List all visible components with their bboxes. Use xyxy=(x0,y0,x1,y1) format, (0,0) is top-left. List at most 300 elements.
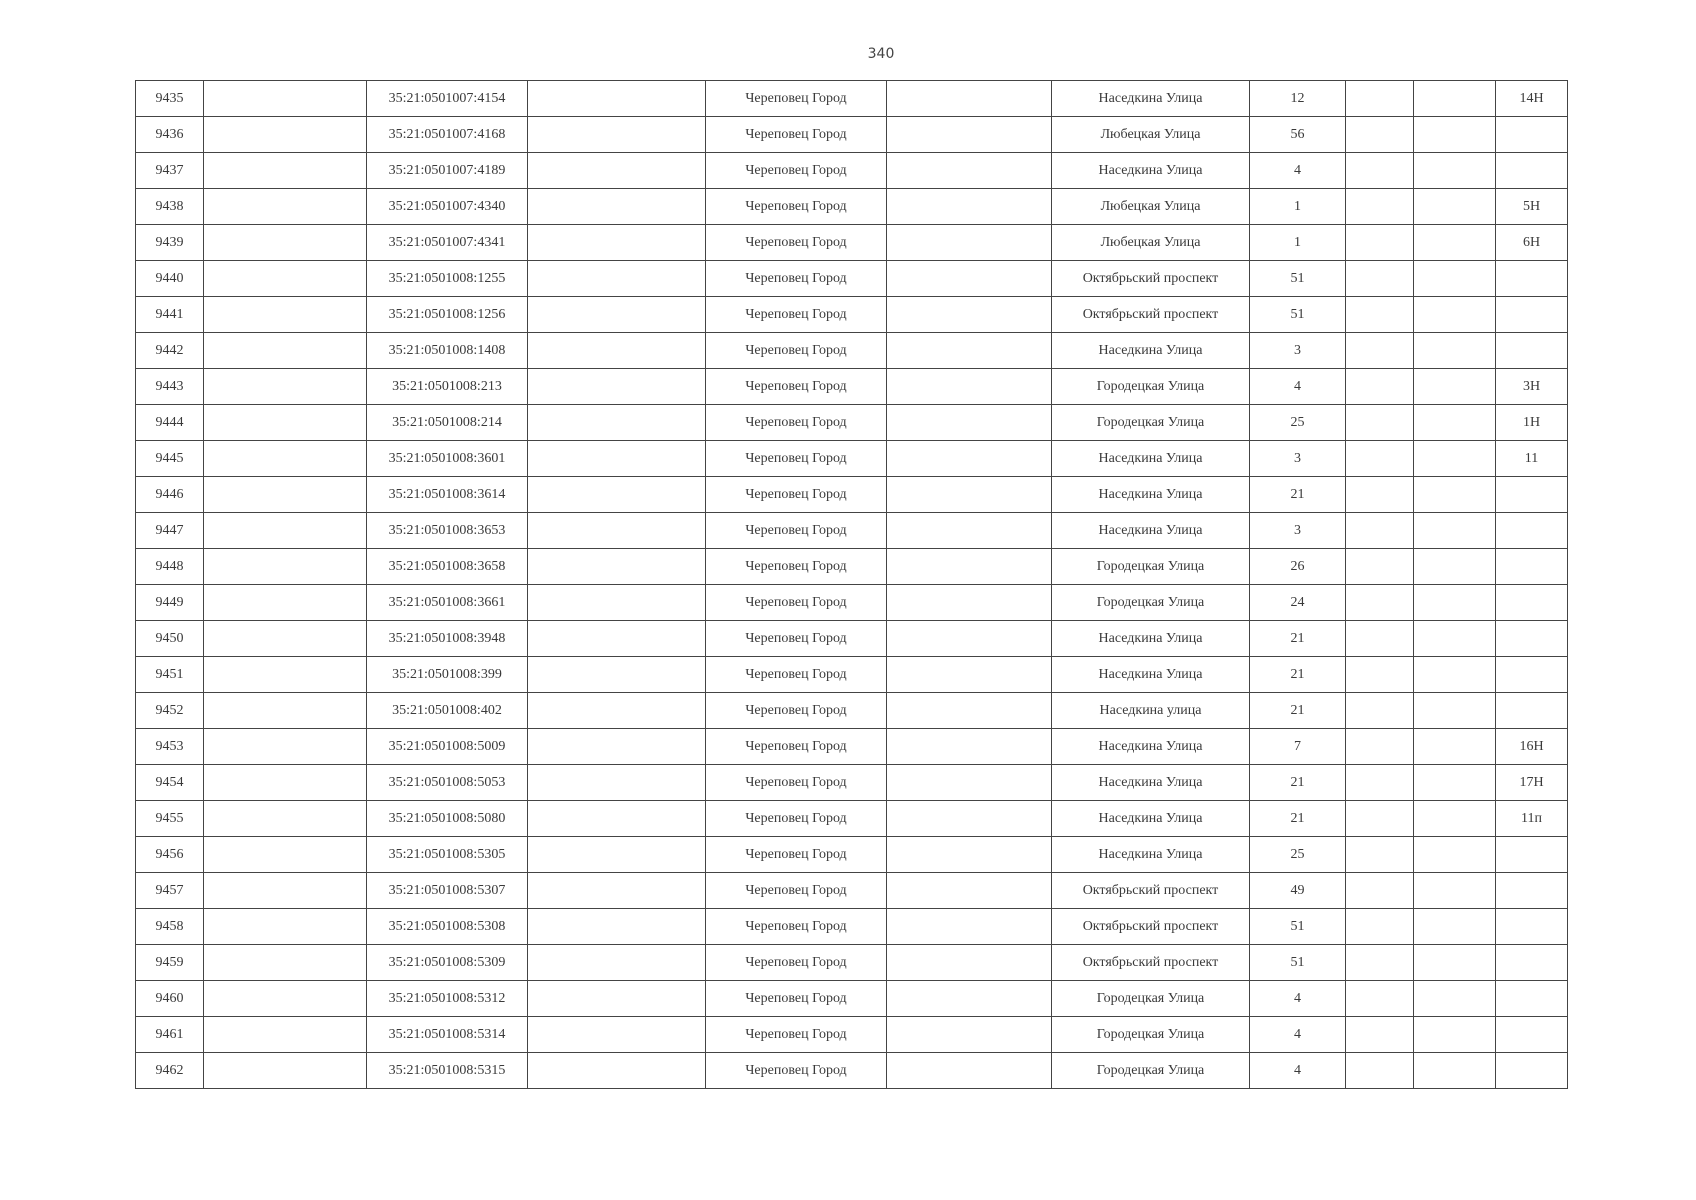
cell-row-number: 9459 xyxy=(136,945,204,981)
cell-blank-5 xyxy=(1414,693,1496,729)
table-row xyxy=(136,549,1568,585)
cell-locality: Череповец Город xyxy=(706,261,887,297)
cell-street: Городецкая Улица xyxy=(1052,549,1250,585)
cell-premises xyxy=(1496,1053,1568,1089)
table-row xyxy=(136,765,1568,801)
cell-premises xyxy=(1496,693,1568,729)
cell-blank-3 xyxy=(887,117,1052,153)
cell-blank-5 xyxy=(1414,981,1496,1017)
cell-house-number: 1 xyxy=(1250,189,1346,225)
cell-blank-4 xyxy=(1346,225,1414,261)
table-row xyxy=(136,225,1568,261)
cell-blank-3 xyxy=(887,693,1052,729)
cell-cadastral-number: 35:21:0501008:5305 xyxy=(367,837,528,873)
cell-blank-4 xyxy=(1346,621,1414,657)
cell-street: Октябрьский проспект xyxy=(1052,945,1250,981)
cell-blank-1 xyxy=(204,297,367,333)
cell-premises xyxy=(1496,117,1568,153)
cell-premises xyxy=(1496,657,1568,693)
table-row xyxy=(136,369,1568,405)
cell-blank-4 xyxy=(1346,585,1414,621)
cell-blank-4 xyxy=(1346,297,1414,333)
cell-row-number: 9460 xyxy=(136,981,204,1017)
cell-blank-4 xyxy=(1346,909,1414,945)
cell-blank-1 xyxy=(204,81,367,117)
cell-cadastral-number: 35:21:0501008:214 xyxy=(367,405,528,441)
cell-row-number: 9438 xyxy=(136,189,204,225)
cell-cadastral-number: 35:21:0501008:5307 xyxy=(367,873,528,909)
cell-house-number: 21 xyxy=(1250,477,1346,513)
cell-house-number: 7 xyxy=(1250,729,1346,765)
cell-cadastral-number: 35:21:0501008:3601 xyxy=(367,441,528,477)
cell-street: Городецкая Улица xyxy=(1052,405,1250,441)
cell-locality: Череповец Город xyxy=(706,837,887,873)
cell-cadastral-number: 35:21:0501008:5309 xyxy=(367,945,528,981)
cell-house-number: 4 xyxy=(1250,369,1346,405)
cell-blank-1 xyxy=(204,837,367,873)
cell-premises xyxy=(1496,621,1568,657)
cell-blank-4 xyxy=(1346,441,1414,477)
cell-row-number: 9462 xyxy=(136,1053,204,1089)
cell-blank-3 xyxy=(887,1053,1052,1089)
cell-blank-3 xyxy=(887,801,1052,837)
cell-blank-1 xyxy=(204,945,367,981)
cell-blank-1 xyxy=(204,153,367,189)
cell-street: Наседкина Улица xyxy=(1052,801,1250,837)
table-row xyxy=(136,1053,1568,1089)
cell-premises: 11 xyxy=(1496,441,1568,477)
cell-blank-3 xyxy=(887,981,1052,1017)
cell-cadastral-number: 35:21:0501008:5315 xyxy=(367,1053,528,1089)
cell-premises: 1Н xyxy=(1496,405,1568,441)
cell-cadastral-number: 35:21:0501008:1255 xyxy=(367,261,528,297)
cell-street: Наседкина улица xyxy=(1052,693,1250,729)
cell-row-number: 9450 xyxy=(136,621,204,657)
cell-blank-1 xyxy=(204,1017,367,1053)
table-row xyxy=(136,621,1568,657)
cell-blank-1 xyxy=(204,981,367,1017)
table-row xyxy=(136,477,1568,513)
cell-blank-2 xyxy=(528,549,706,585)
cell-blank-2 xyxy=(528,981,706,1017)
table-row xyxy=(136,981,1568,1017)
cell-blank-1 xyxy=(204,693,367,729)
cell-locality: Череповец Город xyxy=(706,513,887,549)
cell-blank-5 xyxy=(1414,621,1496,657)
cell-street: Наседкина Улица xyxy=(1052,729,1250,765)
cell-row-number: 9446 xyxy=(136,477,204,513)
cell-locality: Череповец Город xyxy=(706,765,887,801)
cell-row-number: 9443 xyxy=(136,369,204,405)
cell-blank-4 xyxy=(1346,837,1414,873)
cell-blank-5 xyxy=(1414,405,1496,441)
cell-locality: Череповец Город xyxy=(706,945,887,981)
cell-premises: 6Н xyxy=(1496,225,1568,261)
table-row xyxy=(136,945,1568,981)
cell-blank-5 xyxy=(1414,261,1496,297)
cell-street: Наседкина Улица xyxy=(1052,657,1250,693)
cell-blank-4 xyxy=(1346,549,1414,585)
cell-house-number: 26 xyxy=(1250,549,1346,585)
cell-locality: Череповец Город xyxy=(706,693,887,729)
cell-blank-4 xyxy=(1346,693,1414,729)
table-row xyxy=(136,909,1568,945)
cell-house-number: 4 xyxy=(1250,153,1346,189)
cell-street: Наседкина Улица xyxy=(1052,765,1250,801)
cell-blank-4 xyxy=(1346,981,1414,1017)
cell-street: Октябрьский проспект xyxy=(1052,261,1250,297)
table-row xyxy=(136,117,1568,153)
cell-row-number: 9452 xyxy=(136,693,204,729)
cell-blank-5 xyxy=(1414,441,1496,477)
cell-blank-2 xyxy=(528,765,706,801)
cell-locality: Череповец Город xyxy=(706,549,887,585)
cell-cadastral-number: 35:21:0501008:213 xyxy=(367,369,528,405)
cell-house-number: 51 xyxy=(1250,945,1346,981)
cell-blank-1 xyxy=(204,657,367,693)
cell-blank-5 xyxy=(1414,1053,1496,1089)
cell-blank-4 xyxy=(1346,873,1414,909)
table-row xyxy=(136,693,1568,729)
cell-locality: Череповец Город xyxy=(706,369,887,405)
cell-premises xyxy=(1496,981,1568,1017)
cell-blank-3 xyxy=(887,189,1052,225)
cell-row-number: 9439 xyxy=(136,225,204,261)
cell-premises xyxy=(1496,261,1568,297)
cell-blank-1 xyxy=(204,369,367,405)
cell-blank-5 xyxy=(1414,765,1496,801)
cell-blank-2 xyxy=(528,945,706,981)
table-row xyxy=(136,873,1568,909)
cell-cadastral-number: 35:21:0501008:1256 xyxy=(367,297,528,333)
cell-blank-1 xyxy=(204,585,367,621)
cell-blank-4 xyxy=(1346,513,1414,549)
table-row xyxy=(136,513,1568,549)
cell-blank-2 xyxy=(528,909,706,945)
cell-blank-3 xyxy=(887,405,1052,441)
cell-blank-5 xyxy=(1414,189,1496,225)
cell-blank-2 xyxy=(528,369,706,405)
cell-cadastral-number: 35:21:0501007:4341 xyxy=(367,225,528,261)
cell-premises xyxy=(1496,153,1568,189)
cell-premises: 5Н xyxy=(1496,189,1568,225)
cell-locality: Череповец Город xyxy=(706,225,887,261)
cell-street: Городецкая Улица xyxy=(1052,585,1250,621)
cell-blank-3 xyxy=(887,261,1052,297)
cell-blank-2 xyxy=(528,513,706,549)
cell-blank-4 xyxy=(1346,153,1414,189)
cell-blank-5 xyxy=(1414,81,1496,117)
cell-blank-1 xyxy=(204,549,367,585)
table-row xyxy=(136,585,1568,621)
cell-blank-3 xyxy=(887,297,1052,333)
cell-blank-3 xyxy=(887,477,1052,513)
cell-house-number: 4 xyxy=(1250,1053,1346,1089)
cell-blank-5 xyxy=(1414,657,1496,693)
cell-premises: 11п xyxy=(1496,801,1568,837)
table-row xyxy=(136,261,1568,297)
cell-street: Любецкая Улица xyxy=(1052,189,1250,225)
cell-house-number: 51 xyxy=(1250,261,1346,297)
cell-blank-2 xyxy=(528,801,706,837)
cell-street: Октябрьский проспект xyxy=(1052,297,1250,333)
cell-premises xyxy=(1496,945,1568,981)
cell-house-number: 21 xyxy=(1250,621,1346,657)
cell-blank-3 xyxy=(887,1017,1052,1053)
cell-premises xyxy=(1496,513,1568,549)
cell-blank-3 xyxy=(887,225,1052,261)
cell-blank-5 xyxy=(1414,1017,1496,1053)
cell-blank-2 xyxy=(528,261,706,297)
cell-blank-4 xyxy=(1346,405,1414,441)
cell-blank-4 xyxy=(1346,189,1414,225)
cell-locality: Череповец Город xyxy=(706,81,887,117)
cell-blank-3 xyxy=(887,333,1052,369)
cell-blank-2 xyxy=(528,297,706,333)
cell-locality: Череповец Город xyxy=(706,873,887,909)
cell-row-number: 9448 xyxy=(136,549,204,585)
registry-table xyxy=(135,80,1568,1089)
table-row xyxy=(136,801,1568,837)
cell-blank-1 xyxy=(204,873,367,909)
cell-cadastral-number: 35:21:0501008:3658 xyxy=(367,549,528,585)
cell-blank-3 xyxy=(887,513,1052,549)
cell-blank-5 xyxy=(1414,909,1496,945)
cell-cadastral-number: 35:21:0501008:3661 xyxy=(367,585,528,621)
cell-house-number: 51 xyxy=(1250,297,1346,333)
cell-blank-5 xyxy=(1414,837,1496,873)
table-row xyxy=(136,837,1568,873)
cell-blank-1 xyxy=(204,405,367,441)
cell-blank-3 xyxy=(887,765,1052,801)
cell-blank-1 xyxy=(204,261,367,297)
cell-blank-2 xyxy=(528,837,706,873)
cell-house-number: 3 xyxy=(1250,441,1346,477)
cell-blank-3 xyxy=(887,153,1052,189)
cell-blank-2 xyxy=(528,333,706,369)
cell-blank-5 xyxy=(1414,153,1496,189)
cell-cadastral-number: 35:21:0501008:402 xyxy=(367,693,528,729)
cell-cadastral-number: 35:21:0501007:4189 xyxy=(367,153,528,189)
cell-blank-5 xyxy=(1414,333,1496,369)
cell-premises xyxy=(1496,837,1568,873)
cell-blank-3 xyxy=(887,837,1052,873)
cell-blank-3 xyxy=(887,873,1052,909)
cell-row-number: 9436 xyxy=(136,117,204,153)
cell-premises xyxy=(1496,297,1568,333)
table-row xyxy=(136,153,1568,189)
table-row xyxy=(136,657,1568,693)
cell-street: Городецкая Улица xyxy=(1052,1053,1250,1089)
cell-cadastral-number: 35:21:0501008:3948 xyxy=(367,621,528,657)
table-row xyxy=(136,297,1568,333)
cell-blank-5 xyxy=(1414,801,1496,837)
cell-house-number: 4 xyxy=(1250,981,1346,1017)
cell-blank-5 xyxy=(1414,297,1496,333)
cell-locality: Череповец Город xyxy=(706,153,887,189)
page-number: 340 xyxy=(867,46,895,62)
cell-house-number: 24 xyxy=(1250,585,1346,621)
cell-blank-2 xyxy=(528,621,706,657)
cell-blank-5 xyxy=(1414,729,1496,765)
cell-blank-5 xyxy=(1414,513,1496,549)
cell-blank-5 xyxy=(1414,873,1496,909)
cell-blank-1 xyxy=(204,765,367,801)
cell-blank-4 xyxy=(1346,945,1414,981)
cell-cadastral-number: 35:21:0501008:1408 xyxy=(367,333,528,369)
cell-house-number: 12 xyxy=(1250,81,1346,117)
cell-locality: Череповец Город xyxy=(706,801,887,837)
cell-row-number: 9435 xyxy=(136,81,204,117)
cell-house-number: 21 xyxy=(1250,801,1346,837)
cell-blank-1 xyxy=(204,909,367,945)
cell-locality: Череповец Город xyxy=(706,117,887,153)
cell-street: Наседкина Улица xyxy=(1052,837,1250,873)
cell-house-number: 49 xyxy=(1250,873,1346,909)
cell-blank-4 xyxy=(1346,369,1414,405)
table-row xyxy=(136,405,1568,441)
cell-cadastral-number: 35:21:0501008:5080 xyxy=(367,801,528,837)
cell-blank-1 xyxy=(204,117,367,153)
cell-street: Наседкина Улица xyxy=(1052,513,1250,549)
cell-row-number: 9454 xyxy=(136,765,204,801)
cell-street: Наседкина Улица xyxy=(1052,153,1250,189)
cell-blank-2 xyxy=(528,477,706,513)
cell-blank-2 xyxy=(528,189,706,225)
cell-premises xyxy=(1496,333,1568,369)
cell-blank-3 xyxy=(887,945,1052,981)
cell-blank-4 xyxy=(1346,81,1414,117)
table-row xyxy=(136,81,1568,117)
cell-row-number: 9441 xyxy=(136,297,204,333)
cell-blank-2 xyxy=(528,81,706,117)
cell-blank-4 xyxy=(1346,1053,1414,1089)
table-row xyxy=(136,189,1568,225)
cell-blank-4 xyxy=(1346,801,1414,837)
cell-street: Любецкая Улица xyxy=(1052,117,1250,153)
cell-blank-2 xyxy=(528,405,706,441)
table-row xyxy=(136,1017,1568,1053)
cell-cadastral-number: 35:21:0501008:5053 xyxy=(367,765,528,801)
cell-blank-4 xyxy=(1346,1017,1414,1053)
cell-row-number: 9457 xyxy=(136,873,204,909)
cell-premises: 16Н xyxy=(1496,729,1568,765)
cell-house-number: 21 xyxy=(1250,657,1346,693)
cell-locality: Череповец Город xyxy=(706,477,887,513)
cell-row-number: 9444 xyxy=(136,405,204,441)
cell-row-number: 9453 xyxy=(136,729,204,765)
cell-blank-5 xyxy=(1414,585,1496,621)
cell-blank-2 xyxy=(528,693,706,729)
cell-cadastral-number: 35:21:0501008:5308 xyxy=(367,909,528,945)
cell-blank-3 xyxy=(887,657,1052,693)
cell-cadastral-number: 35:21:0501008:399 xyxy=(367,657,528,693)
table-row xyxy=(136,441,1568,477)
cell-blank-5 xyxy=(1414,369,1496,405)
cell-blank-2 xyxy=(528,657,706,693)
cell-blank-1 xyxy=(204,621,367,657)
cell-premises xyxy=(1496,873,1568,909)
cell-locality: Череповец Город xyxy=(706,1017,887,1053)
cell-cadastral-number: 35:21:0501007:4154 xyxy=(367,81,528,117)
cell-row-number: 9461 xyxy=(136,1017,204,1053)
cell-street: Октябрьский проспект xyxy=(1052,909,1250,945)
cell-blank-2 xyxy=(528,1017,706,1053)
cell-house-number: 1 xyxy=(1250,225,1346,261)
cell-blank-1 xyxy=(204,729,367,765)
cell-blank-5 xyxy=(1414,117,1496,153)
cell-premises xyxy=(1496,1017,1568,1053)
cell-premises xyxy=(1496,909,1568,945)
cell-blank-1 xyxy=(204,333,367,369)
cell-house-number: 3 xyxy=(1250,333,1346,369)
cell-blank-2 xyxy=(528,153,706,189)
cell-cadastral-number: 35:21:0501008:3653 xyxy=(367,513,528,549)
cell-house-number: 56 xyxy=(1250,117,1346,153)
cell-blank-3 xyxy=(887,909,1052,945)
cell-premises: 3Н xyxy=(1496,369,1568,405)
cell-blank-4 xyxy=(1346,729,1414,765)
cell-house-number: 21 xyxy=(1250,693,1346,729)
cell-blank-3 xyxy=(887,621,1052,657)
cell-locality: Череповец Город xyxy=(706,621,887,657)
cell-row-number: 9440 xyxy=(136,261,204,297)
cell-locality: Череповец Город xyxy=(706,297,887,333)
cell-blank-4 xyxy=(1346,333,1414,369)
cell-locality: Череповец Город xyxy=(706,909,887,945)
cell-blank-1 xyxy=(204,189,367,225)
cell-blank-4 xyxy=(1346,657,1414,693)
cell-blank-2 xyxy=(528,1053,706,1089)
cell-blank-2 xyxy=(528,441,706,477)
cell-street: Городецкая Улица xyxy=(1052,1017,1250,1053)
cell-house-number: 25 xyxy=(1250,837,1346,873)
cell-blank-5 xyxy=(1414,225,1496,261)
cell-blank-1 xyxy=(204,801,367,837)
cell-locality: Череповец Город xyxy=(706,585,887,621)
cell-house-number: 51 xyxy=(1250,909,1346,945)
cell-cadastral-number: 35:21:0501008:5314 xyxy=(367,1017,528,1053)
cell-locality: Череповец Город xyxy=(706,657,887,693)
cell-locality: Череповец Город xyxy=(706,441,887,477)
cell-street: Октябрьский проспект xyxy=(1052,873,1250,909)
cell-blank-2 xyxy=(528,117,706,153)
cell-blank-1 xyxy=(204,513,367,549)
cell-blank-4 xyxy=(1346,117,1414,153)
cell-blank-3 xyxy=(887,369,1052,405)
cell-blank-3 xyxy=(887,549,1052,585)
cell-locality: Череповец Город xyxy=(706,1053,887,1089)
cell-house-number: 3 xyxy=(1250,513,1346,549)
cell-blank-1 xyxy=(204,441,367,477)
cell-street: Городецкая Улица xyxy=(1052,369,1250,405)
cell-locality: Череповец Город xyxy=(706,189,887,225)
cell-blank-5 xyxy=(1414,549,1496,585)
cell-house-number: 4 xyxy=(1250,1017,1346,1053)
cell-locality: Череповец Город xyxy=(706,729,887,765)
cell-blank-1 xyxy=(204,225,367,261)
cell-blank-1 xyxy=(204,1053,367,1089)
cell-cadastral-number: 35:21:0501008:5009 xyxy=(367,729,528,765)
table-row xyxy=(136,729,1568,765)
cell-street: Наседкина Улица xyxy=(1052,81,1250,117)
cell-premises: 17Н xyxy=(1496,765,1568,801)
cell-premises xyxy=(1496,585,1568,621)
cell-street: Любецкая Улица xyxy=(1052,225,1250,261)
cell-row-number: 9451 xyxy=(136,657,204,693)
cell-street: Наседкина Улица xyxy=(1052,477,1250,513)
cell-locality: Череповец Город xyxy=(706,333,887,369)
